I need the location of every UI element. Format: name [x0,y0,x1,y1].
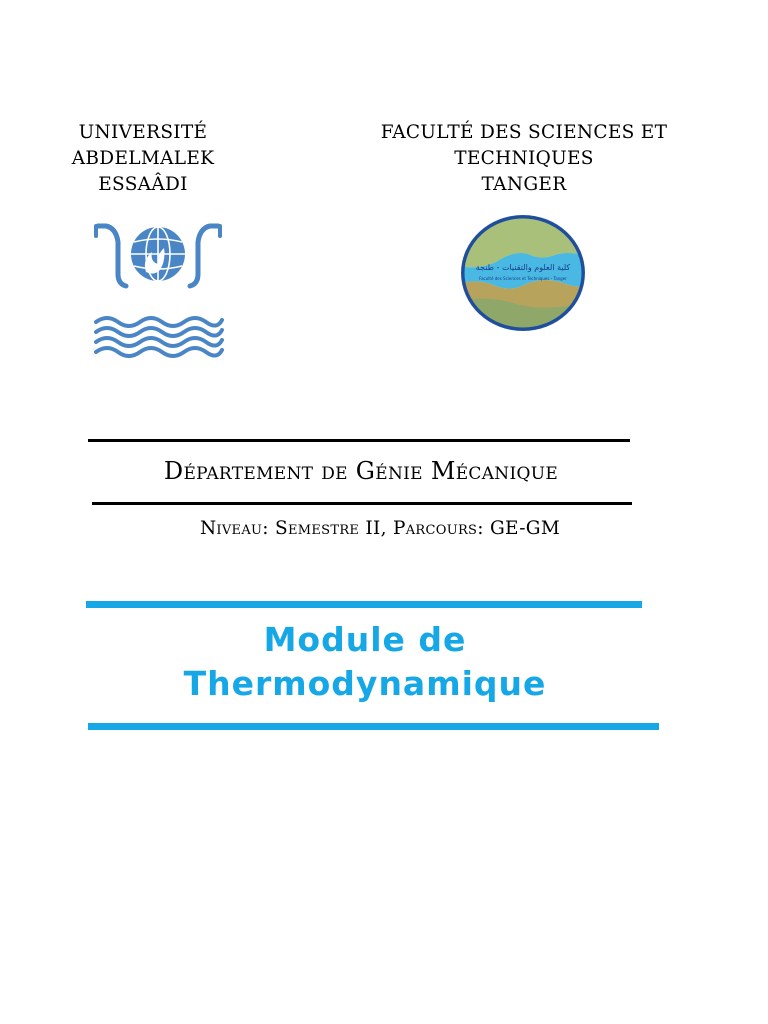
module-bottom-accent-rule [88,723,659,730]
level-info: Niveau: Semestre II, Parcours: GE-GM [199,518,561,539]
university-logo-icon [92,222,224,362]
department-title: Département de Génie Mécanique [163,457,559,485]
module-title-line-2: Thermodynamique [183,664,547,703]
faculty-name-line-2: TECHNIQUES [454,148,594,169]
module-title-line-1: Module de [263,620,467,659]
module-top-accent-rule [86,601,642,608]
faculty-name-line-3: TANGER [481,174,567,195]
university-name-line-1: UNIVERSITÉ [78,122,208,143]
university-name-line-2: ABDELMALEK [71,148,215,169]
top-divider-rule [88,439,630,442]
faculty-name-line-1: FACULTÉ DES SCIENCES ET [380,122,668,143]
faculty-name [336,120,712,198]
middle-divider-rule [92,502,632,505]
university-name [40,120,246,198]
faculty-logo-icon [456,212,590,334]
module-title [120,618,610,706]
university-name-line-3: ESSAÂDI [98,174,188,195]
faculty-seal-french-text: Faculté des Sciences et Techniques - Tanger [479,276,567,281]
faculty-seal-arabic-text: كلية العلوم والتقنيات - طنجة [475,263,571,272]
